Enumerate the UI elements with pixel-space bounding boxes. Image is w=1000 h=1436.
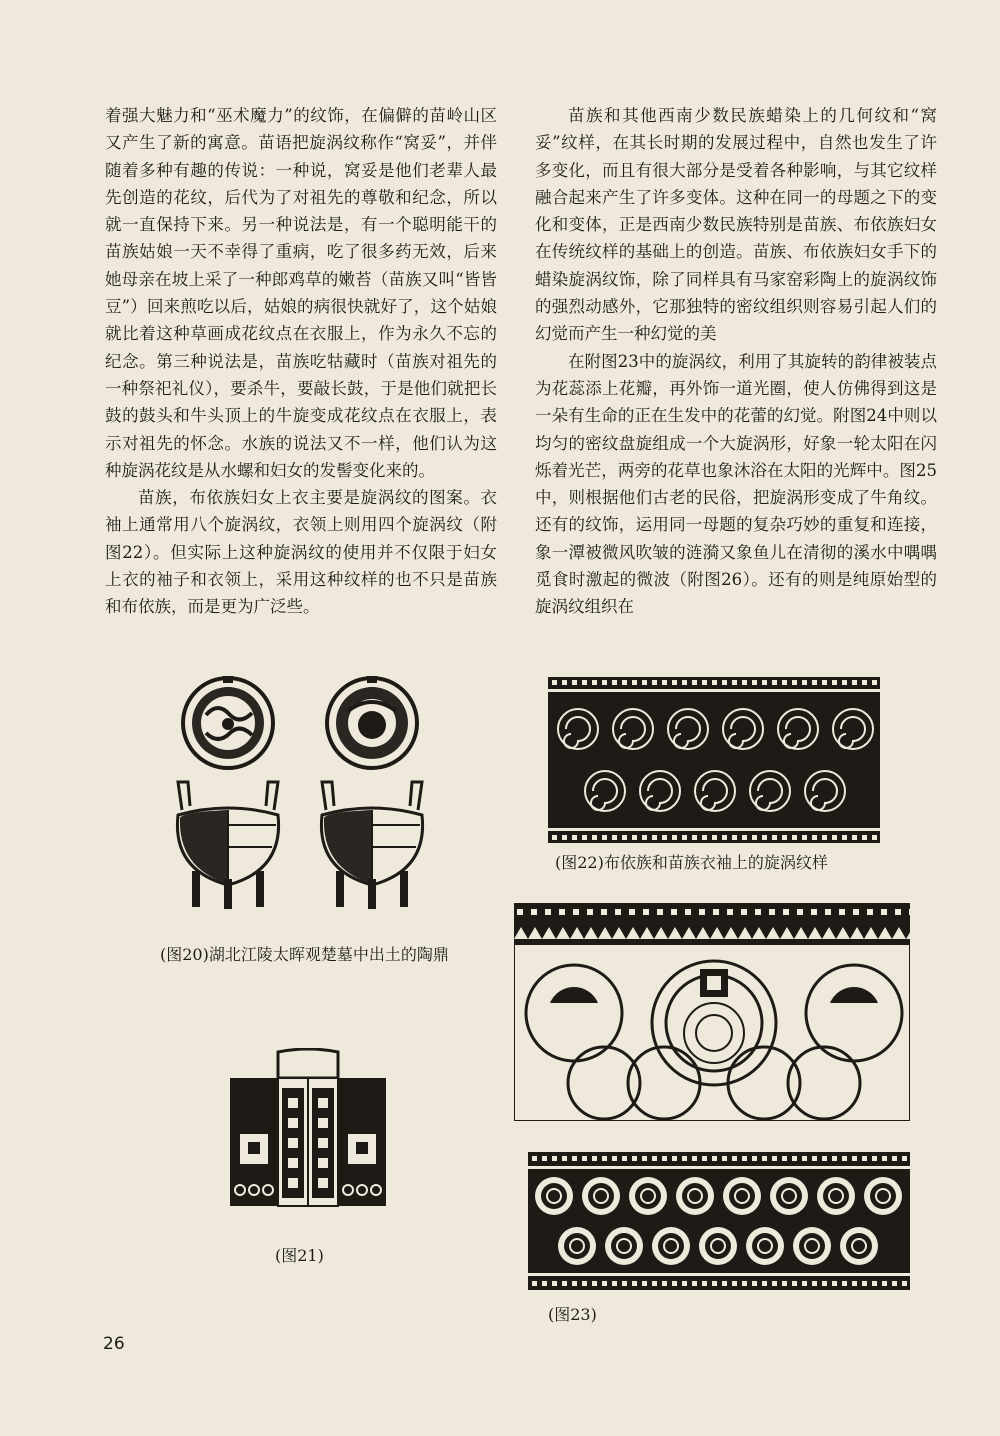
figure-22-swirl-band xyxy=(548,677,880,843)
page-number: 26 xyxy=(103,1334,125,1354)
figure-23-caption: (图23) xyxy=(548,1305,597,1324)
figure-22-caption: (图22)布依族和苗族衣袖上的旋涡纹样 xyxy=(555,853,828,872)
ding-lid-right xyxy=(327,676,417,768)
left-text-column xyxy=(105,102,497,621)
ding-lid-left xyxy=(183,676,273,768)
figure-sun-swirl-panel xyxy=(514,903,910,1121)
paragraph: 在附图23中的旋涡纹，利用了其旋转的韵律被装点为花蕊添上花瓣，再外饰一道光圈，使人仿佛得到这是一朵有生命的正在生发中的花蕾的幻觉。附图24中则以均匀的密纹盘旋组成一个大旋涡形，好象一轮太阳在闪烁着光芒，两旁的花草也象沐浴在太阳的光辉中。图25中，则根据他们古老的民俗，把旋涡形变成了牛角纹。还有的纹饰，运用同一母题的复杂巧妙的重复和连接，象一潭被微风吹皱的涟漪又象鱼儿在清彻的溪水中喁喁觅食时激起的微波（附图26）。还有的则是纯原始型的旋涡纹组织在 xyxy=(535,351,937,617)
figure-23-flower-swirl-band xyxy=(528,1152,910,1290)
figure-21-caption: (图21) xyxy=(275,1246,324,1265)
paragraph: 苗族和其他西南少数民族蜡染上的几何纹和“窝妥”纹样，在其长时期的发展过程中，自然也发生了许多变化，而且有很大部分是受着各种影响，与其它纹样融合起来产生了许多变体。这种在同一的母题之下的变化和变体，正是西南少数民族特别是苗族、布依族妇女在传统纹样的基础上的创造。苗族、布依族妇女手下的蜡染旋涡纹饰，除了同样具有马家窑彩陶上的旋涡纹饰的强烈动感外，它那独特的密纹组织则容易引起人们的幻觉而产生一种幻觉的美 xyxy=(535,106,937,344)
figure-20-caption: (图20)湖北江陵太晖观楚墓中出土的陶鼎 xyxy=(160,945,449,964)
paragraph: 苗族，布依族妇女上衣主要是旋涡纹的图案。衣袖上通常用八个旋涡纹，衣领上则用四个旋涡纹（附图22）。但实际上这种旋涡纹的使用并不仅限于妇女上衣的袖子和衣领上，采用这种纹样的也不只是苗族和布依族，而是更为广泛些。 xyxy=(105,488,497,617)
figure-21-garment xyxy=(228,1048,388,1218)
figure-20-pottery-ding xyxy=(160,675,460,915)
paragraph: 着强大魅力和“巫术魔力”的纹饰，在偏僻的苗岭山区又产生了新的寓意。苗语把旋涡纹称作“窝妥”，并伴随着多种有趣的传说：一种说，窝妥是他们老辈人最先创造的花纹，后代为了对祖先的尊敬和纪念，所以就一直保持下来。另一种说法是，有一个聪明能干的苗族姑娘一天不幸得了重病，吃了很多药无效，后来她母亲在坡上采了一种郎鸡草的嫩苔（苗族又叫“皆皆豆”）回来煎吃以后，姑娘的病很快就好了，这个姑娘就比着这种草画成花纹点在衣服上，作为永久不忘的纪念。第三种说法是，苗族吃牯藏时（苗族对祖先的一种祭祀礼仪），要杀牛，要敲长鼓，于是他们就把长鼓的鼓头和牛头顶上的牛旋变成花纹点在衣服上，表示对祖先的怀念。水族的说法又不一样，他们认为这种旋涡花纹是从水螺和妇女的发髻变化来的。 xyxy=(105,106,497,480)
ding-body-left xyxy=(177,782,278,909)
ding-body-right xyxy=(321,782,422,909)
right-text-column xyxy=(535,102,937,621)
